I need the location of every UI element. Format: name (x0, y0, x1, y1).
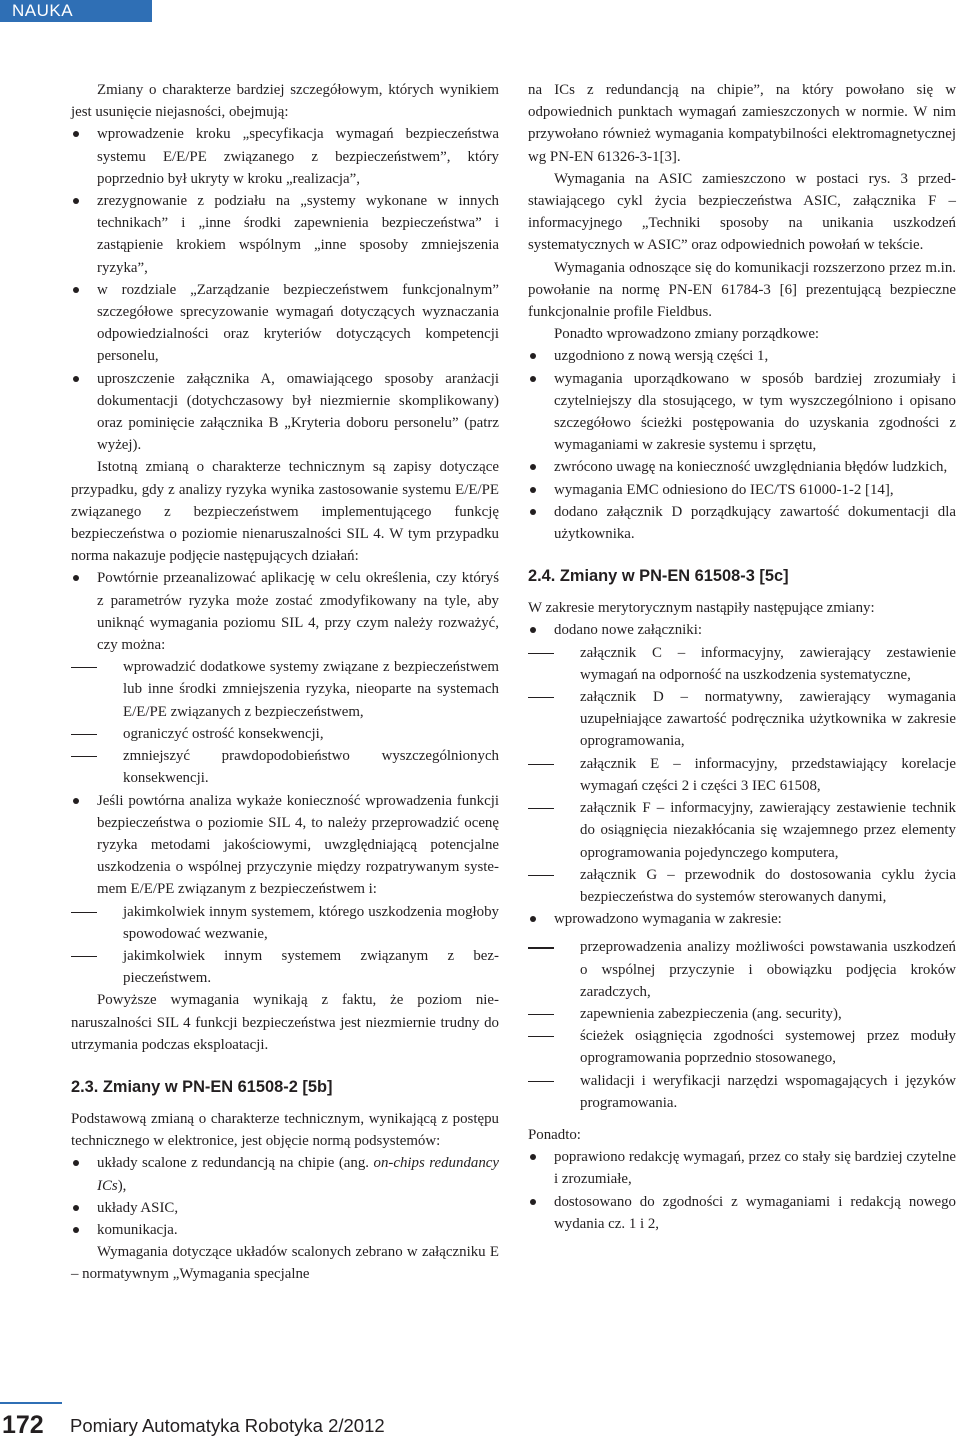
list-item: dodano załącznik D porządkujący zawartość dokumentacji dla użytkownika. (528, 501, 956, 545)
page-number: 172 (2, 1411, 44, 1439)
section-heading-2-3: 2.3. Zmiany w PN-EN 61508-2 [5b] (71, 1077, 333, 1096)
intro-list (71, 123, 499, 456)
left-column (71, 79, 499, 1286)
ponadto-label: Ponadto: (528, 1126, 581, 1143)
paragraph: Wymagania dotyczące układów scalonych zebrano w załączniku E – normatywnym „Wymagania specjalne (71, 1244, 499, 1283)
sub-list-item: załącznik E – informacyjny, przedstawiający korelacje wymagań części 2 i części 3 IEC 61508, (554, 753, 956, 797)
list-item: układy ASIC, (71, 1197, 499, 1219)
paragraph: Podstawową zmianą o charakterze technicznym, wynikającą z postępu technicznego w elektronice, jest objęcie normą podsystemów: (71, 1110, 499, 1150)
footer-rule (0, 1402, 62, 1404)
order-list (528, 345, 956, 545)
list-item: zwrócono uwagę na konieczność uwzględniania błędów ludzkich, (528, 456, 956, 478)
sub-list-item: zapewnienia zabezpieczenia (ang. security), (554, 1003, 956, 1025)
order-paragraph: Ponadto wprowadzono zmiany porządkowe: (554, 326, 820, 343)
sub-list-item: przeprowadzenia analizy możliwości powstawania uszkodzeń o wspólnej przyczynie i obowiązku podjęcia kroków zaradczych, (554, 936, 956, 1003)
journal-title: Pomiary Automatyka Robotyka 2/2012 (70, 1415, 385, 1436)
list-item: wymagania uporządkowano w sposób bardziej zrozumiały i czytelniejszy dla stosującego, w tym wyszczególniono i opisano szczegółowo ścieżki postępowania do uzyskania zgodności z wymaganiami w zakresie systemu i sprzętu, (528, 368, 956, 457)
list-item (528, 908, 956, 1114)
sub-list (97, 901, 499, 990)
changes-list (528, 619, 956, 1113)
item-text-end: ), (117, 1177, 127, 1194)
action-list (71, 567, 499, 989)
requirements-list (554, 936, 956, 1114)
sub-list-item: załącznik D – normatywny, zawierający wymagania uzupełniające zawartość podręcznika użytkownika w zakresie oprogramowania, (554, 686, 956, 753)
sub-list-item: załącznik F – informacyjny, zawierający zestawienie technik do osiągnięcia niezakłócania się wzajemnego przez elementy oprogramowania pojedynczego komputera, (554, 797, 956, 864)
list-item: wprowadzenie kroku „specyfikacja wymagań bezpieczeństwa systemu E/E/PE związanego z bezpieczeństwem”, który poprzednio był ukryty w kroku „realizacja”, (71, 123, 499, 190)
continued-paragraph: na ICs z redundancją na chipie”, na który powołano się w odpowiednich punktach wymagań zamieszczonych w normie. W nim przywołano również wymagania kompatybilności elektromagnetycznej wg PN-EN 61326-3-1[3]. (528, 82, 956, 165)
sil4-paragraph: Istotną zmianą o charakterze technicznym są zapisy dotyczące przypadku, gdy z analizy ryzyka wynika zastosowanie systemu E/E/PE związanego z bezpieczeństwem implementującego funkcję bezpieczeństwa o poziomie nienaruszalności SIL 4. W tym przypadku norma nakazuje podjęcie następujących działań: (71, 459, 499, 565)
asic-paragraph: Wymagania na ASIC zamieszczono w postaci rys. 3 przedstawiającego cykl życia bezpieczeństwa ASIC, załącznika F – informacyjnego „Techniki sposoby na unikania uszkodzeń systematycznych w ASIC” oraz odpowiednich powołań w tekście. (528, 170, 956, 254)
sub-list-item: załącznik C – informacyjny, zawierający zestawienie wymagań na odporność na uszkodzenia systematyczne, (554, 642, 956, 686)
sub-list-item: walidacji i weryfikacji narzędzi wspomagających i języków programowania. (554, 1070, 956, 1114)
list-item (528, 619, 956, 908)
list-item: komunikacja. (71, 1219, 499, 1241)
action-text: Powtórnie przeanalizować aplikację w celu określenia, czy któryś z parametrów ryzyka może zostać zmodyfikowany na tyle, aby uniknąć wymagania poziomu SIL 4, przy czym należy rozważyć, czy można: (97, 570, 499, 654)
sub-list (97, 656, 499, 789)
list-item: uzgodniono z nową wersją części 1, (528, 345, 956, 367)
subsystem-list (71, 1152, 499, 1241)
list-item (71, 567, 499, 789)
list-item: wymagania EMC odniesiono do IEC/TS 61000-1-2 [14], (528, 479, 956, 501)
sub-list-item: jakimkolwiek innym systemem związanym z bezpieczeństwem. (97, 945, 499, 989)
list-item (71, 790, 499, 990)
item-text: dodano nowe załączniki: (554, 622, 703, 639)
sub-list-item: ścieżek osiągnięcia zgodności systemowej przez moduły oprogramowania poprzednio stosowanego, (554, 1025, 956, 1069)
paragraph: W zakresie merytorycznym nastąpiły następujące zmiany: (528, 600, 875, 617)
intro-paragraph: Zmiany o charakterze bardziej szczegółowym, których wynikiem jest usunięcie niejasności, obejmują: (71, 82, 499, 121)
list-item: dostosowano do zgodności z wymaganiami i redakcją nowego wydania cz. 1 i 2, (528, 1191, 956, 1235)
sub-list-item: załącznik G – przewodnik do dostosowania cyklu życia bezpieczeństwa do systemów sterowanych danymi, (554, 864, 956, 908)
conclusion-paragraph: Powyższe wymagania wynikają z faktu, że poziom nienaruszalności SIL 4 funkcji bezpieczeństwa jest niezmiernie trudny do utrzymania podczas eksploatacji. (71, 992, 499, 1053)
sub-list-item: jakimkolwiek innym systemem, którego uszkodzenia mogłoby spowodować wezwanie, (97, 901, 499, 945)
ponadto-list (528, 1146, 956, 1235)
list-item: poprawiono redakcję wymagań, przez co stały się bardziej czytelne i zrozumiałe, (528, 1146, 956, 1190)
item-italic-text: on-chips redundancy ICs (97, 1155, 499, 1194)
right-column (528, 79, 956, 1235)
section-label: NAUKA (0, 0, 152, 22)
item-text: wprowadzono wymagania w zakresie: (554, 911, 782, 928)
action-text: Jeśli powtórna analiza wykaże konieczność wprowadzenia funkcji bezpieczeństwa o poziomie SIL 4, to należy przeprowadzić ocenę ryzyka metodami jakościowymi, uwzględniającą potencjalne uszkodzenia o wspólnej przyczynie między rozpatrywanym systemem E/E/PE związanym z bezpieczeństwem i: (97, 792, 499, 898)
item-text: układy scalone z redundancją na chipie (ang. (97, 1155, 374, 1172)
list-item (71, 1152, 499, 1196)
list-item: w rozdziale „Zarządzanie bezpieczeństwem funkcjonalnym” szczegółowe sprecyzowanie wymagań dotyczących wyznaczania odpowiedzialności oraz kryteriów dotyczących kompetencji personelu, (71, 279, 499, 368)
sub-list-item: zmniejszyć prawdopodobieństwo wyszczególnionych konsekwencji. (97, 745, 499, 789)
section-heading-2-4: 2.4. Zmiany w PN-EN 61508-3 [5c] (528, 567, 789, 586)
list-item: zrezygnowanie z podziału na „systemy wykonane w innych technikach” i „inne środki zapewnienia bezpieczeństwa” i zastąpienie krokiem wspólnym „inne sposoby zmniejszenia ryzyka”, (71, 190, 499, 279)
sub-list-item: ograniczyć ostrość konsekwencji, (97, 723, 499, 745)
list-item: uproszczenie załącznika A, omawiającego sposoby aranżacji dokumentacji (dotychczasowy był niezmiernie skomplikowany) oraz pominięcie załącznika B „Kryteria doboru personelu” (patrz wyżej). (71, 368, 499, 457)
sub-list-item: wprowadzić dodatkowe systemy związane z bezpieczeństwem lub inne środki zmniejszenia ryzyka, nieoparte na systemach E/E/PE związanych z bezpieczeństwem, (97, 656, 499, 723)
communication-paragraph: Wymagania odnoszące się do komunikacji rozszerzono przez m.in. powołanie na normę PN-EN 61784-3 [6] prezentującą bezpieczne funkcjonalnie profile Fieldbus. (528, 259, 956, 321)
annex-list (554, 642, 956, 908)
